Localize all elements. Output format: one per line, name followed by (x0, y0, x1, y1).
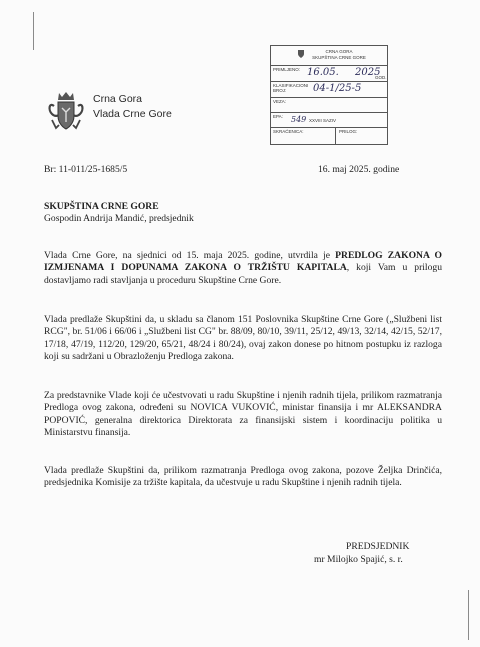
stamp-received-date: 16.05. (307, 67, 339, 78)
addressee-title: SKUPŠTINA CRNE GORE (44, 201, 159, 212)
stamp-class-number: 04-1/25-5 (313, 83, 362, 94)
stamp-row-link (271, 97, 387, 113)
stamp-epa-label: EPA: (273, 114, 283, 119)
stamp-attachment-label: PRILOG: (339, 129, 358, 134)
stamp-row-received (271, 65, 387, 82)
stamp-epa-number: 549 (291, 115, 307, 124)
registry-stamp (270, 45, 388, 145)
paragraph-representatives: Za predstavnike Vlade koji će učestvovati u radu Skupštine i njenih radnih tijela, prilikom razmatranja Predloga ovog zakona, određeni su NOVICA VUKOVIĆ, ministar finansija i mr ALEKSANDRA POPOVIĆ, generalna direktorica Direktorata za finansijski sistem i koordinaciju politika u Ministarstvu finansija. (44, 390, 442, 438)
stamp-received-label: PRIMLJENO: (273, 67, 301, 72)
stamp-class-label: KLASIFIKACIONI BROJ: (273, 83, 309, 93)
stamp-year-label: GOD. (375, 75, 387, 80)
stamp-title-parliament: SKUPŠTINA CRNE GORE (312, 54, 366, 60)
header-government: Vlada Crne Gore (93, 108, 172, 120)
stamp-title (271, 46, 387, 65)
reference-number: Br: 11-011/25-1685/5 (44, 164, 128, 175)
paragraph-urgent-procedure: Vlada predlaže Skupštini da, u skladu sa članom 151 Poslovnika Skupštine Crne Gore („Službeni list RCG", br. 51/06 i 66/06 i „Službeni list CG" br. 88/09, 80/10, 39/11, 25/12, 49/13, 32/14, 42/15, 52/17, 17/18, 47/19, 112/20, 129/20, 65/21, 48/24 i 80/24), ovaj zakon donese po hitnom postupku iz razloga koji su sadržani u Obrazloženju Predloga zakona. (44, 314, 442, 362)
addressee-person: Gospodin Andrija Mandić, predsjednik (44, 213, 194, 224)
paragraph-proposal-end: , koji Vam u prilogu dostavljamo radi stavljanja u proceduru Skupštine Crne Gore. (44, 262, 442, 286)
paragraph-invitation: Vlada predlaže Skupštini da, prilikom razmatranja Predloga ovog zakona, pozove Željka Drinčića, predsjednika Komisije za tržište kapitala, da učestvuje u radu Skupštine i njenih radnih tijela. (44, 465, 442, 489)
stamp-title-country: CRNA GORA (325, 49, 353, 54)
coat-of-arms-icon (48, 90, 84, 136)
stamp-row-epa (271, 112, 387, 128)
stamp-link-label: VEZA: (273, 99, 287, 104)
small-crest-icon (297, 48, 305, 58)
stamp-divider (335, 128, 336, 145)
government-header (93, 92, 172, 122)
stamp-row-abbrev (271, 127, 387, 145)
stamp-row-class (271, 81, 387, 98)
signature-name: mr Milojko Spajić, s. r. (314, 554, 403, 565)
scan-edge-line-top (33, 12, 34, 50)
law-title: PREDLOG ZAKONA O IZMJENAMA I DOPUNAMA ZAKONA O TRŽIŠTU KAPITALA (44, 250, 442, 274)
signature-role: PREDSJEDNIK (346, 541, 410, 552)
stamp-abbrev-label: SKRAĆENICA: (273, 129, 304, 134)
stamp-convocation-label: SAZIV (323, 118, 337, 123)
scan-edge-line-right (468, 590, 469, 640)
header-country: Crna Gora (93, 93, 143, 105)
stamp-convocation-number: XXVIII (309, 118, 322, 123)
paragraph-proposal-intro: Vlada Crne Gore, na sjednici od 15. maja 2025. godine, utvrdila je (44, 250, 336, 261)
document-date: 16. maj 2025. godine (318, 164, 400, 175)
paragraph-proposal (44, 250, 442, 287)
stamp-received-year: 2025 (355, 67, 381, 78)
